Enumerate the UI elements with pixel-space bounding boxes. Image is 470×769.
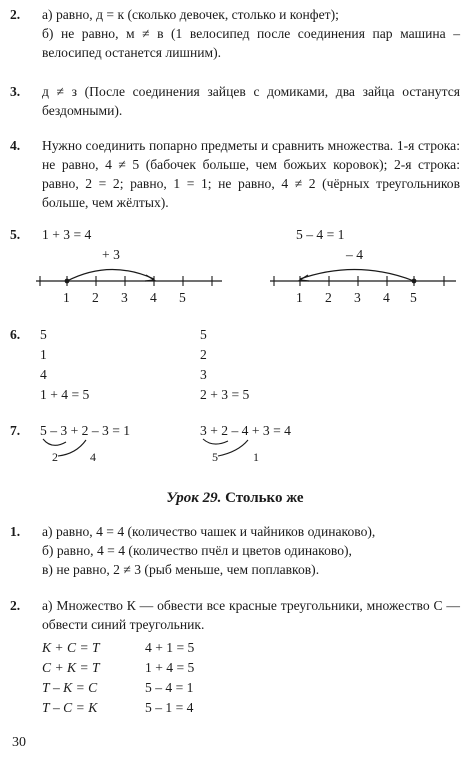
equation: 5 – 4 = 1: [145, 680, 194, 695]
sub-result: 1: [253, 450, 259, 464]
exercise-4: [10, 136, 460, 212]
exercise-line: д ≠ з (После соединения зайцев с домиками, два зайца останутся бездомными).: [42, 84, 460, 118]
formula: Т – С = К: [42, 700, 98, 715]
equation: 4 + 1 = 5: [145, 640, 195, 655]
tick-label: 5: [179, 290, 186, 305]
exercise-number: 3.: [10, 84, 21, 99]
lesson-exercise-2: [10, 596, 460, 634]
column-value: 1 + 4 = 5: [40, 387, 90, 402]
equation-2: 3 + 2 – 4 + 3 = 4: [200, 423, 291, 438]
equation-left: 1 + 3 = 4: [42, 227, 92, 242]
column-value: 2: [200, 347, 207, 362]
tick-label: 2: [92, 290, 99, 305]
exercise-3: [10, 82, 460, 120]
exercise-line: б) равно, 4 = 4 (количество пчёл и цветов одинаково),: [42, 543, 352, 558]
column-left: [40, 325, 89, 405]
equation: 1 + 4 = 5: [145, 660, 195, 675]
exercise-number: 2.: [10, 7, 21, 22]
tick-label: 3: [354, 290, 361, 305]
tick-label: 1: [63, 290, 70, 305]
sub-result: 5: [212, 450, 218, 464]
column-value: 2 + 3 = 5: [200, 387, 250, 402]
sub-result: 2: [52, 450, 58, 464]
exercise-number: 1.: [10, 524, 21, 539]
exercise-number: 7.: [10, 423, 21, 438]
lesson-title: Столько же: [225, 490, 304, 506]
equation: 5 – 1 = 4: [145, 700, 194, 715]
arc-label-right: – 4: [346, 247, 363, 262]
column-value: 1: [40, 347, 47, 362]
formula: К + С = Т: [42, 640, 100, 655]
number-lines: [0, 255, 470, 315]
equation-1: 5 – 3 + 2 – 3 = 1: [40, 423, 131, 438]
exercise-line: а) Множество К — обвести все красные треугольники, множество С — обвести синий треугольник.: [42, 598, 460, 632]
tick-label: 1: [296, 290, 303, 305]
exercise-number: 6.: [10, 327, 21, 342]
exercise-number: 5.: [10, 227, 21, 242]
exercise-number: 4.: [10, 138, 21, 153]
lesson-heading: [0, 490, 470, 507]
lesson-number: Урок 29.: [166, 490, 222, 506]
exercise-number: 2.: [10, 598, 21, 613]
tick-label: 5: [410, 290, 417, 305]
exercise-2: [10, 5, 460, 62]
sub-result: 4: [90, 450, 96, 464]
tick-label: 2: [325, 290, 332, 305]
lesson-exercise-1: [10, 522, 460, 579]
tick-label: 4: [150, 290, 157, 305]
exercise-line: Нужно соединить попарно предметы и сравнить множества. 1-я строка: не равно, 4 ≠ 5 (бабочек больше, чем божьих коровок); 2-я строка: равно, 2 = 2; равно, 1 = 1; не равно, 4 ≠ 2 (чёрных треугольников больше, чем жёлтых).: [42, 138, 460, 210]
set-formulas: [42, 638, 100, 718]
grouping-arcs: [0, 436, 470, 476]
column-value: 5: [40, 327, 47, 342]
exercise-line: б) не равно, м ≠ в (1 велосипед после соединения пар машина – велосипед останется лишним).: [42, 26, 460, 60]
tick-label: 4: [383, 290, 390, 305]
number-equations: [145, 638, 194, 718]
exercise-line: а) равно, 4 = 4 (количество чашек и чайников одинаково),: [42, 524, 376, 539]
tick-label: 3: [121, 290, 128, 305]
formula: Т – К = С: [42, 680, 98, 695]
column-value: 4: [40, 367, 47, 382]
page-number: 30: [12, 735, 26, 750]
arc-label-left: + 3: [102, 247, 120, 262]
formula: С + К = Т: [42, 660, 100, 675]
column-value: 5: [200, 327, 207, 342]
column-value: 3: [200, 367, 207, 382]
column-right: [200, 325, 249, 405]
exercise-line: а) равно, д = к (сколько девочек, столько и конфет);: [42, 7, 339, 22]
exercise-line: в) не равно, 2 ≠ 3 (рыб меньше, чем поплавков).: [42, 562, 320, 577]
equation-right: 5 – 4 = 1: [296, 227, 345, 242]
